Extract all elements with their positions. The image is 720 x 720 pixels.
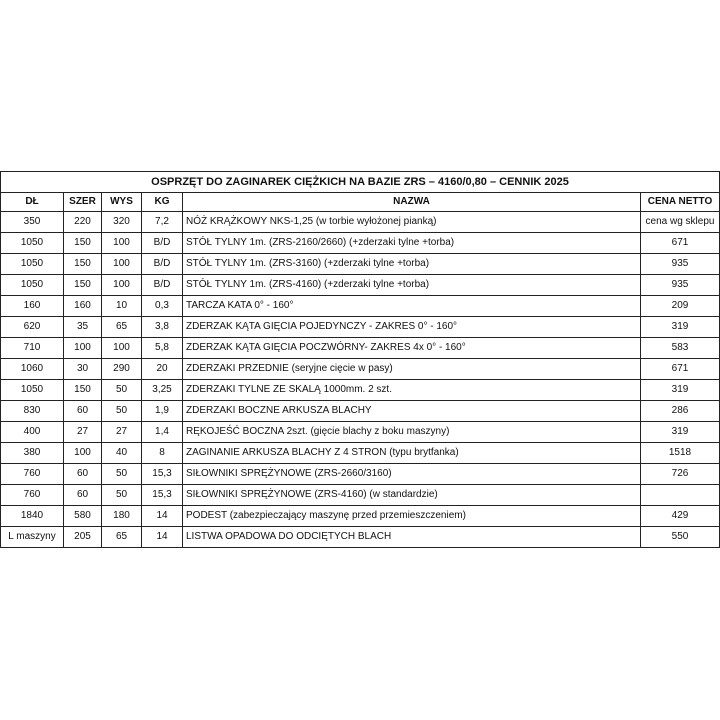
cell-dl: 350 — [1, 212, 64, 233]
header-szer: SZER — [64, 193, 102, 212]
cell-szer: 100 — [64, 443, 102, 464]
cell-kg: 14 — [142, 527, 183, 548]
cell-szer: 100 — [64, 338, 102, 359]
cell-szer: 580 — [64, 506, 102, 527]
cell-nazwa: ZDERZAK KĄTA GIĘCIA POCZWÓRNY- ZAKRES 4x 0° - 160° — [183, 338, 641, 359]
cell-nazwa: TARCZA KATA 0° - 160° — [183, 296, 641, 317]
cell-cena-netto: 429 — [641, 506, 720, 527]
table-row — [1, 401, 720, 422]
cell-kg: 15,3 — [142, 464, 183, 485]
cell-dl: 1050 — [1, 233, 64, 254]
header-row — [1, 193, 720, 212]
cell-nazwa: STÓŁ TYLNY 1m. (ZRS-4160) (+zderzaki tylne +torba) — [183, 275, 641, 296]
cell-dl: 760 — [1, 464, 64, 485]
cell-cena-netto: 286 — [641, 401, 720, 422]
cell-szer: 150 — [64, 275, 102, 296]
cell-wys: 320 — [102, 212, 142, 233]
cell-nazwa: ZDERZAK KĄTA GIĘCIA POJEDYNCZY - ZAKRES 0° - 160° — [183, 317, 641, 338]
cell-cena-netto: 583 — [641, 338, 720, 359]
cell-nazwa: SIŁOWNIKI SPRĘŻYNOWE (ZRS-4160) (w standardzie) — [183, 485, 641, 506]
cell-wys: 100 — [102, 275, 142, 296]
cell-wys: 50 — [102, 464, 142, 485]
cell-dl: 1050 — [1, 275, 64, 296]
cell-cena-netto: 671 — [641, 359, 720, 380]
cell-szer: 60 — [64, 464, 102, 485]
cell-szer: 150 — [64, 254, 102, 275]
cell-dl: 710 — [1, 338, 64, 359]
cell-wys: 65 — [102, 317, 142, 338]
table-title: OSPRZĘT DO ZAGINAREK CIĘŻKICH NA BAZIE ZRS – 4160/0,80 – CENNIK 2025 — [1, 172, 720, 193]
cell-nazwa: PODEST (zabezpieczający maszynę przed przemieszczeniem) — [183, 506, 641, 527]
cell-nazwa: STÓŁ TYLNY 1m. (ZRS-3160) (+zderzaki tylne +torba) — [183, 254, 641, 275]
cell-kg: 3,25 — [142, 380, 183, 401]
cell-wys: 290 — [102, 359, 142, 380]
table-row — [1, 380, 720, 401]
table-row — [1, 254, 720, 275]
table-row — [1, 464, 720, 485]
cell-wys: 100 — [102, 233, 142, 254]
cell-cena-netto — [641, 485, 720, 506]
cell-dl: 1060 — [1, 359, 64, 380]
table-row — [1, 485, 720, 506]
cell-wys: 10 — [102, 296, 142, 317]
cell-dl: 830 — [1, 401, 64, 422]
table-row — [1, 422, 720, 443]
cell-wys: 100 — [102, 338, 142, 359]
cell-cena-netto: 319 — [641, 380, 720, 401]
cell-cena-netto: 319 — [641, 317, 720, 338]
cell-wys: 50 — [102, 485, 142, 506]
cell-cena-netto: 671 — [641, 233, 720, 254]
cell-szer: 205 — [64, 527, 102, 548]
cell-cena-netto: 935 — [641, 254, 720, 275]
cell-szer: 60 — [64, 401, 102, 422]
price-list-sheet — [0, 171, 720, 548]
table-row — [1, 359, 720, 380]
header-kg: KG — [142, 193, 183, 212]
cell-wys: 180 — [102, 506, 142, 527]
cell-kg: 7,2 — [142, 212, 183, 233]
cell-cena-netto: 1518 — [641, 443, 720, 464]
cell-kg: 1,9 — [142, 401, 183, 422]
cell-wys: 50 — [102, 380, 142, 401]
cell-dl: 380 — [1, 443, 64, 464]
table-row — [1, 338, 720, 359]
cell-cena-netto: 935 — [641, 275, 720, 296]
cell-nazwa: ZDERZAKI BOCZNE ARKUSZA BLACHY — [183, 401, 641, 422]
table-row — [1, 212, 720, 233]
cell-szer: 150 — [64, 380, 102, 401]
table-row — [1, 506, 720, 527]
table-row — [1, 443, 720, 464]
table-row — [1, 275, 720, 296]
cell-cena-netto: cena wg sklepu — [641, 212, 720, 233]
cell-nazwa: RĘKOJEŚĆ BOCZNA 2szt. (gięcie blachy z boku maszyny) — [183, 422, 641, 443]
cell-cena-netto: 319 — [641, 422, 720, 443]
cell-kg: 1,4 — [142, 422, 183, 443]
cell-kg: 5,8 — [142, 338, 183, 359]
cell-dl: 400 — [1, 422, 64, 443]
cell-cena-netto: 726 — [641, 464, 720, 485]
cell-kg: 20 — [142, 359, 183, 380]
cell-wys: 65 — [102, 527, 142, 548]
cell-kg: 0,3 — [142, 296, 183, 317]
cell-dl: 1840 — [1, 506, 64, 527]
table-row — [1, 296, 720, 317]
cell-nazwa: ZDERZAKI TYLNE ZE SKALĄ 1000mm. 2 szt. — [183, 380, 641, 401]
cell-nazwa: LISTWA OPADOWA DO ODCIĘTYCH BLACH — [183, 527, 641, 548]
cell-kg: 15,3 — [142, 485, 183, 506]
cell-wys: 27 — [102, 422, 142, 443]
cell-wys: 100 — [102, 254, 142, 275]
cell-szer: 60 — [64, 485, 102, 506]
cell-nazwa: ZDERZAKI PRZEDNIE (seryjne cięcie w pasy) — [183, 359, 641, 380]
cell-dl: 1050 — [1, 254, 64, 275]
header-nazwa: NAZWA — [183, 193, 641, 212]
cell-cena-netto: 550 — [641, 527, 720, 548]
cell-nazwa: ZAGINANIE ARKUSZA BLACHY Z 4 STRON (typu brytfanka) — [183, 443, 641, 464]
table-row — [1, 317, 720, 338]
cell-dl: 760 — [1, 485, 64, 506]
cell-wys: 50 — [102, 401, 142, 422]
title-row — [1, 172, 720, 193]
cell-szer: 150 — [64, 233, 102, 254]
cell-dl: L maszyny — [1, 527, 64, 548]
header-dl: DŁ — [1, 193, 64, 212]
cell-cena-netto: 209 — [641, 296, 720, 317]
cell-kg: 8 — [142, 443, 183, 464]
header-cena-netto: CENA NETTO — [641, 193, 720, 212]
header-wys: WYS — [102, 193, 142, 212]
table-row — [1, 527, 720, 548]
price-table — [0, 171, 720, 548]
cell-szer: 27 — [64, 422, 102, 443]
cell-szer: 30 — [64, 359, 102, 380]
cell-szer: 160 — [64, 296, 102, 317]
cell-kg: B/D — [142, 254, 183, 275]
table-row — [1, 233, 720, 254]
cell-szer: 35 — [64, 317, 102, 338]
cell-szer: 220 — [64, 212, 102, 233]
cell-dl: 1050 — [1, 380, 64, 401]
cell-nazwa: SIŁOWNIKI SPRĘŻYNOWE (ZRS-2660/3160) — [183, 464, 641, 485]
cell-kg: B/D — [142, 275, 183, 296]
table-body — [1, 212, 720, 548]
cell-kg: B/D — [142, 233, 183, 254]
cell-nazwa: STÓŁ TYLNY 1m. (ZRS-2160/2660) (+zderzaki tylne +torba) — [183, 233, 641, 254]
cell-nazwa: NÓŻ KRĄŻKOWY NKS-1,25 (w torbie wyłożonej pianką) — [183, 212, 641, 233]
cell-kg: 3,8 — [142, 317, 183, 338]
cell-dl: 620 — [1, 317, 64, 338]
cell-wys: 40 — [102, 443, 142, 464]
cell-kg: 14 — [142, 506, 183, 527]
cell-dl: 160 — [1, 296, 64, 317]
